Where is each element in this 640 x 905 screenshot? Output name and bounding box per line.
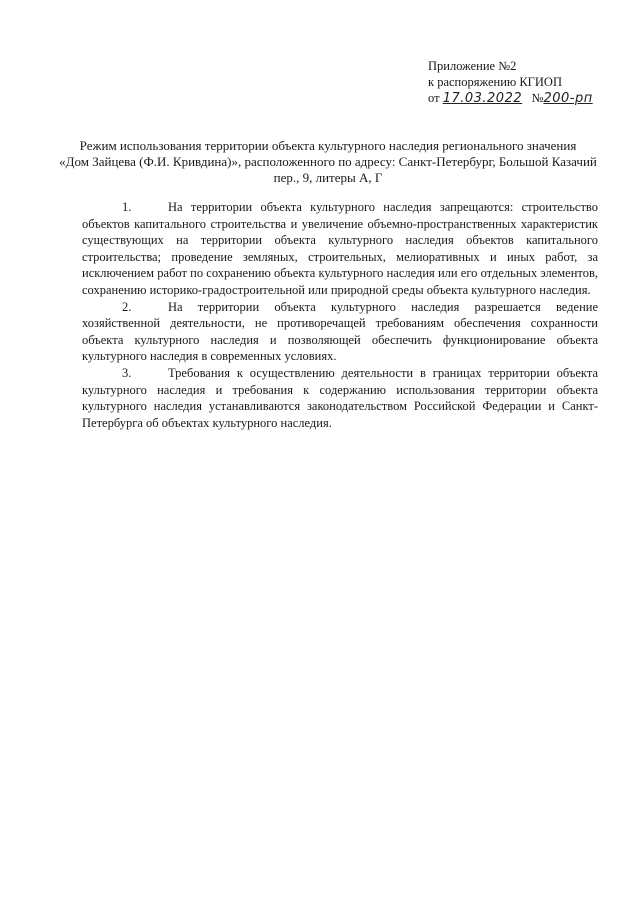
paragraph-text: Требования к осуществлению деятельности в границах территории объекта культурного наследия и требования к содержанию использования территории объекта культурного наследия устанавливаются законодательством Российской Федерации и Санкт-Петербурга об объектах культурного наследия. [82, 365, 598, 430]
paragraph-number: 3. [122, 365, 132, 380]
handwritten-number: 200-рп [543, 91, 593, 106]
appendix-header [428, 58, 593, 107]
handwritten-date: 17.03.2022 [442, 91, 523, 106]
paragraph-text: На территории объекта культурного наследия разрешается ведение хозяйственной деятельности, не противоречащей требованиям обеспечения сохранности объекта культурного наследия и позволяющей обеспечить функционирование объекта культурного наследия в современных условиях. [82, 299, 598, 364]
appendix-date-line [428, 90, 593, 107]
appendix-title: Приложение №2 [428, 59, 517, 73]
paragraph [82, 365, 598, 431]
paragraph-text: На территории объекта культурного наследия запрещаются: строительство объектов капитального строительства и увеличение объемно-пространственных характеристик существующих на территории объекта культурного наследия объектов капитального строительства; проведение земляных, строительных, мелиоративных и иных работ, за исключением работ по сохранению объекта культурного наследия или его отдельных элементов, сохранению историко-градостроительной или природной среды объекта культурного наследия. [82, 200, 598, 297]
paragraph [82, 299, 598, 365]
title-line-3: пер., 9, литеры А, Г [273, 170, 383, 185]
paragraph [82, 199, 598, 299]
title-line-1: Режим использования территории объекта культурного наследия регионального значения [79, 138, 577, 153]
appendix-order-reference: к распоряжению КГИОП [428, 75, 562, 89]
document-body [82, 199, 598, 431]
title-line-2: «Дом Зайцева (Ф.И. Кривдина)», расположенного по адресу: Санкт-Петербург, Большой Казачий [59, 154, 597, 169]
paragraph-number: 1. [122, 200, 132, 214]
number-prefix: № [531, 91, 544, 105]
paragraph-number: 2. [122, 299, 132, 314]
document-title [58, 138, 598, 186]
date-prefix: от [428, 91, 440, 105]
